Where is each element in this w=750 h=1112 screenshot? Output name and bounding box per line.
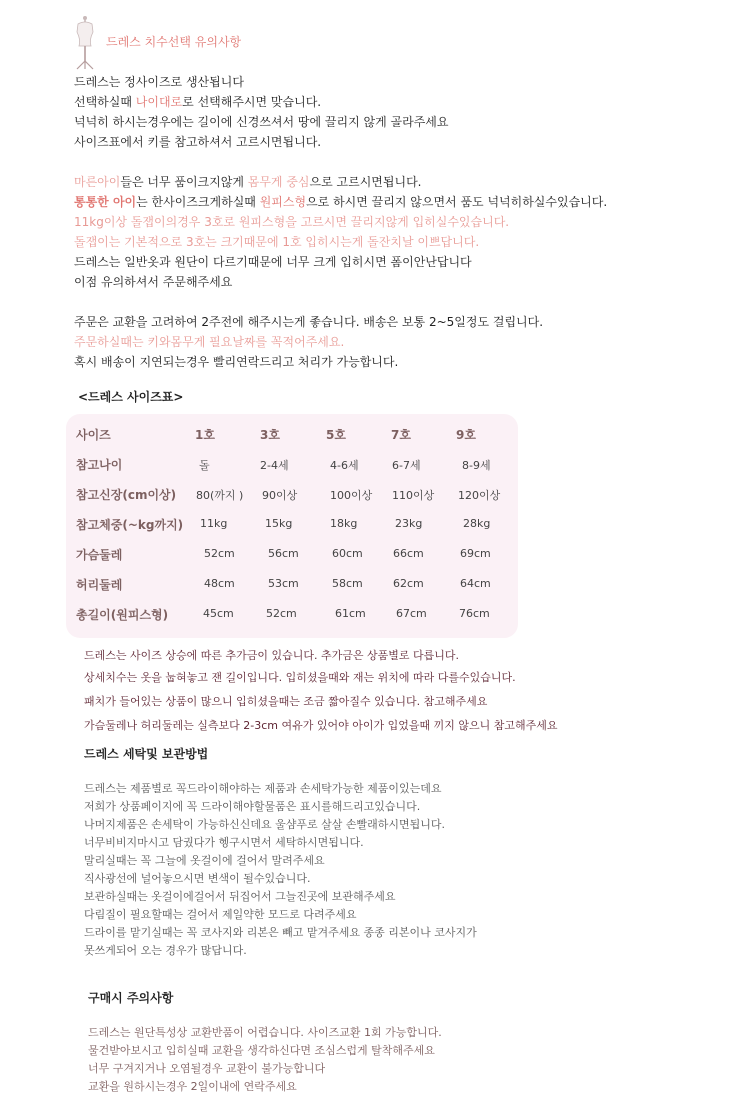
table-cell: 2-4세	[260, 459, 289, 472]
table-cell: 69cm	[460, 547, 491, 560]
size-chart-title: <드레스 사이즈표>	[78, 390, 184, 404]
table-cell: 76cm	[459, 607, 490, 620]
table-cell: 4-6세	[330, 459, 359, 472]
table-cell: 48cm	[204, 577, 235, 590]
table-row-label: 총길이(원피스형)	[76, 608, 169, 622]
order-line-3: 혹시 배송이 지연되는경우 빨리연락드리고 처리가 가능합니다.	[74, 355, 399, 369]
table-cell: 15kg	[265, 517, 293, 530]
table-cell: 58cm	[332, 577, 363, 590]
table-cell: 6-7세	[392, 459, 421, 472]
body-type-line-2: 통통한 아이는 한사이즈크게하실때 원피스형으로 하시면 끌리지 않으면서 품도 넉넉히하실수있습니다.	[74, 195, 608, 209]
note-line-4: 가슴둘레나 허리둘레는 실측보다 2-3cm 여유가 있어야 아이가 입었을때 끼지 않으니 참고해주세요	[84, 719, 558, 732]
body-type-line-4: 돌잽이는 기본적으로 3호는 크기때문에 1호 입히시는게 돌잔치날 이쁘답니다.	[74, 235, 480, 249]
care-line: 저희가 상품페이지에 꼭 드라이해야할물품은 표시를해드리고있습니다.	[84, 800, 421, 813]
table-header-size: 사이즈	[76, 428, 111, 442]
care-line: 직사광선에 널어놓으시면 변색이 될수있습니다.	[84, 872, 311, 885]
order-line-1: 주문은 교환을 고려하여 2주전에 해주시는게 좋습니다. 배송은 보통 2~5일정도 걸립니다.	[74, 315, 544, 329]
table-cell: 45cm	[203, 607, 234, 620]
table-header-cell: 1호	[195, 428, 215, 442]
care-line: 드레스는 제품별로 꼭드라이해야하는 제품과 손세탁가능한 제품이있는데요	[84, 782, 442, 795]
body-type-line-1: 마른아이들은 너무 품이크지않게 몸무게 중심으로 고르시면됩니다.	[74, 175, 422, 189]
table-cell: 61cm	[335, 607, 366, 620]
purchase-line: 드레스는 원단특성상 교환반품이 어렵습니다. 사이즈교환 1회 가능합니다.	[88, 1026, 442, 1039]
table-header-cell: 5호	[326, 428, 346, 442]
intro-highlight: 나이대로	[135, 95, 183, 109]
purchase-line: 교환을 원하시는경우 2일이내에 연락주세요	[88, 1080, 297, 1093]
intro-line-2: 선택하실때 나이대로로 선택해주시면 맞습니다.	[74, 95, 322, 109]
body-type-line-6: 이점 유의하셔서 주문해주세요	[74, 275, 233, 289]
care-line: 나머지제품은 손세탁이 가능하신신데요 울샴푸로 살살 손빨래하시면됩니다.	[84, 818, 446, 831]
order-line-2: 주문하실때는 키와몸무게 필요날짜를 꼭적어주세요.	[74, 335, 345, 349]
table-cell: 53cm	[268, 577, 299, 590]
table-row-label: 참고나이	[76, 458, 123, 472]
intro-line-1: 드레스는 정사이즈로 생산됩니다	[74, 75, 244, 89]
table-row-label: 가슴둘레	[76, 548, 123, 562]
intro-line-4: 사이즈표에서 키를 참고하셔서 고르시면됩니다.	[74, 135, 322, 149]
note-line-3: 패치가 들어있는 상품이 많으니 입히셨을때는 조금 짧아질수 있습니다. 참고해주세요	[84, 695, 488, 708]
table-cell: 60cm	[332, 547, 363, 560]
table-cell: 62cm	[393, 577, 424, 590]
mannequin-icon	[72, 14, 98, 70]
table-cell: 100이상	[330, 489, 373, 502]
care-line: 너무비비지마시고 담궜다가 헹구시면서 세탁하시면됩니다.	[84, 836, 364, 849]
body-type-line-5: 드레스는 일반옷과 원단이 다르기때문에 너무 크게 입히시면 폼이안난답니다	[74, 255, 472, 269]
table-cell: 120이상	[458, 489, 501, 502]
table-header-cell: 7호	[391, 428, 411, 442]
care-line: 말리실때는 꼭 그늘에 옷걸이에 걸어서 말려주세요	[84, 854, 325, 867]
table-cell: 56cm	[268, 547, 299, 560]
table-cell: 90이상	[262, 489, 298, 502]
table-cell: 돌	[199, 459, 210, 472]
body-type-line-3: 11kg이상 돌잽이의경우 3호로 원피스형을 고르시면 끌리지않게 입히실수있습니다.	[74, 215, 510, 229]
table-cell: 80(까지 )	[196, 489, 244, 502]
intro-line-3: 넉넉히 하시는경우에는 길이에 신경쓰셔서 땅에 끌리지 않게 골라주세요	[74, 115, 449, 129]
care-line: 다림질이 필요할때는 걸어서 제일약한 모드로 다려주세요	[84, 908, 357, 921]
table-cell: 67cm	[396, 607, 427, 620]
care-line: 드라이를 맡기실때는 꼭 코사지와 리본은 빼고 맡겨주세요 종종 리본이나 코사지가	[84, 926, 477, 939]
care-line: 보관하실때는 옷걸이에걸어서 뒤집어서 그늘진곳에 보관해주세요	[84, 890, 396, 903]
purchase-line: 물건받아보시고 입히실때 교환을 생각하신다면 조심스럽게 탈착해주세요	[88, 1044, 435, 1057]
care-line: 못쓰게되어 오는 경우가 많답니다.	[84, 944, 247, 957]
table-row-label: 허리둘레	[76, 578, 123, 592]
note-line-2: 상세치수는 옷을 눕혀놓고 잰 길이입니다. 입히셨을때와 재는 위치에 따라 다를수있습니다.	[84, 671, 516, 684]
care-title: 드레스 세탁및 보관방법	[84, 747, 209, 761]
table-header-cell: 3호	[260, 428, 280, 442]
purchase-line: 너무 구겨지거나 오염될경우 교환이 불가능합니다	[88, 1062, 326, 1075]
table-cell: 23kg	[395, 517, 423, 530]
table-cell: 66cm	[393, 547, 424, 560]
table-cell: 18kg	[330, 517, 358, 530]
table-cell: 11kg	[200, 517, 228, 530]
table-row-label: 참고체중(~kg까지)	[76, 518, 184, 532]
note-line-1: 드레스는 사이즈 상승에 따른 추가금이 있습니다. 추가금은 상품별로 다릅니다.	[84, 649, 459, 662]
page-title: 드레스 치수선택 유의사항	[106, 35, 242, 49]
purchase-title: 구매시 주의사항	[88, 991, 174, 1005]
table-cell: 64cm	[460, 577, 491, 590]
table-row-label: 참고신장(cm이상)	[76, 488, 177, 502]
table-cell: 28kg	[463, 517, 491, 530]
table-header-cell: 9호	[456, 428, 476, 442]
table-cell: 52cm	[204, 547, 235, 560]
table-cell: 110이상	[392, 489, 435, 502]
table-cell: 52cm	[266, 607, 297, 620]
table-cell: 8-9세	[462, 459, 491, 472]
